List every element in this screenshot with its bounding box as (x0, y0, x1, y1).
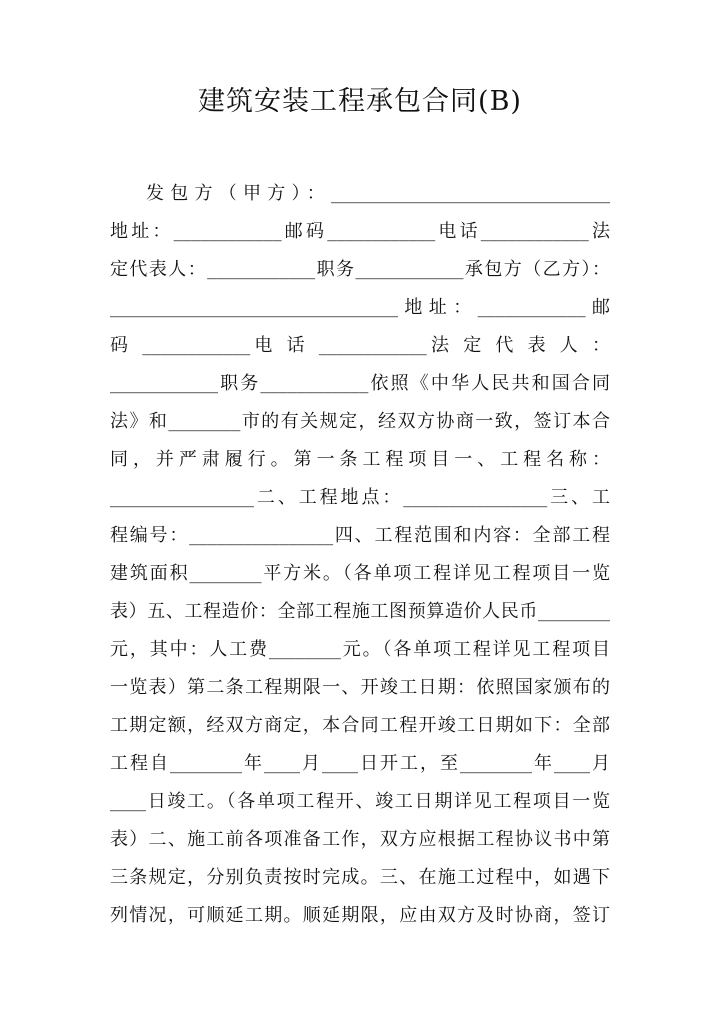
text-line: 表）二、施工前各项准备工作，双方应根据工程协议书中第 (110, 829, 610, 850)
text-line: 列情况，可顺延工期。顺延期限，应由双方及时协商，签订 (110, 905, 610, 926)
text-line: 工程自________年____月____日开工，至________年____月 (110, 753, 610, 774)
text-line: ____日竣工。（各单项工程开、竣工日期详见工程项目一览 (110, 791, 610, 812)
text-line: 建筑面积________平方米。（各单项工程详见工程项目一览 (110, 563, 610, 584)
text-line: 工期定额，经双方商定，本合同工程开竣工日期如下：全部 (110, 715, 610, 736)
text-line: 定代表人：____________职务____________承包方（乙方）： (110, 259, 610, 280)
contract-body (110, 175, 610, 935)
text-line: ____________职务____________依照《中华人民共和国合同 (110, 373, 610, 394)
text-line: 程编号：________________四、工程范围和内容：全部工程 (110, 525, 610, 546)
text-line: 表）五、工程造价：全部工程施工图预算造价人民币________ (110, 601, 610, 622)
text-line: 码 ____________电 话 ____________法 定 代 表 人 ： (110, 335, 610, 356)
text-line: 三条规定，分别负责按时完成。三、在施工过程中，如遇下 (110, 867, 610, 888)
text-line: 一览表）第二条工程期限一、开竣工日期：依照国家颁布的 (110, 677, 610, 698)
text-line: 发包方（甲方）：_______________________________ (146, 183, 610, 204)
text-line: 法》和________市的有关规定，经双方协商一致，签订本合 (110, 411, 610, 432)
text-line: 同，并严肃履行。第一条工程项目一、工程名称： (110, 449, 610, 470)
text-line: ________________二、工程地点：________________三、工 (110, 487, 610, 508)
text-line: ________________________________地址：____________邮 (110, 297, 610, 318)
text-line: 元，其中：人工费________元。（各单项工程详见工程项目 (110, 639, 610, 660)
text-line: 地址：____________邮码____________电话____________法 (110, 221, 610, 242)
document-title: 建筑安装工程承包合同(B) (198, 86, 522, 117)
